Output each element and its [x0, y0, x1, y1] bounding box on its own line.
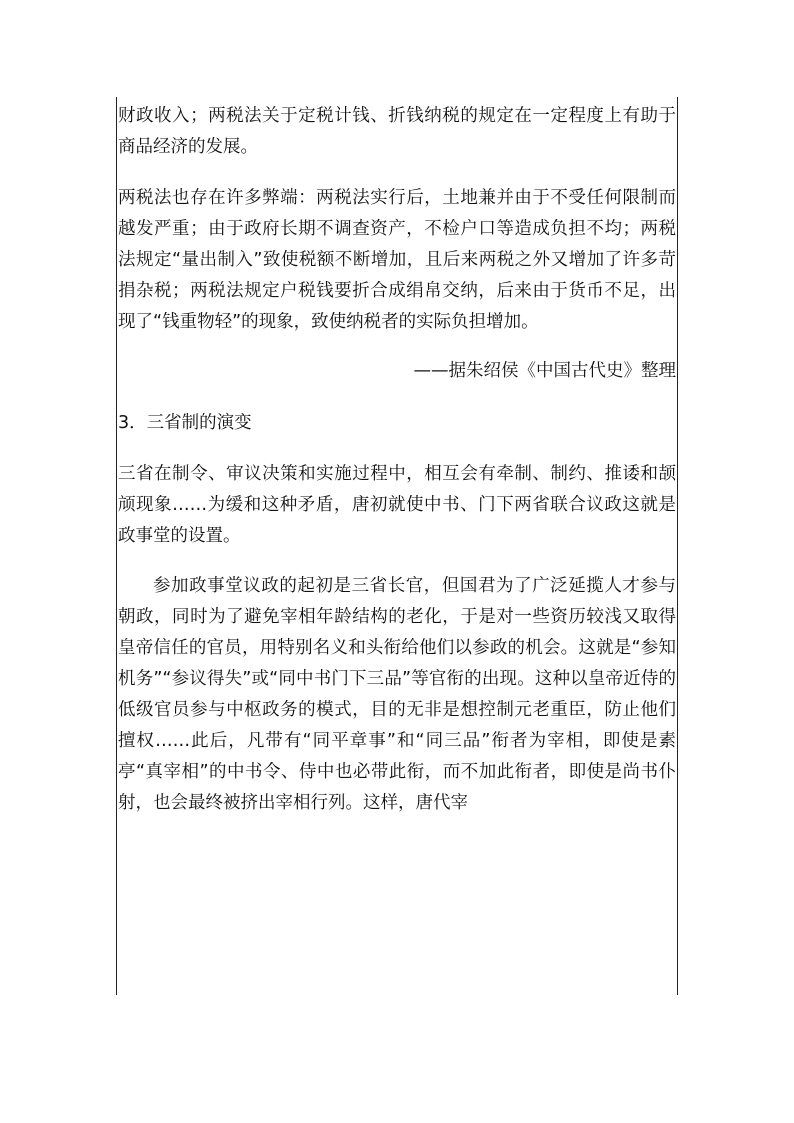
- table-left-border: [116, 97, 117, 995]
- paragraph-two-tax-drawbacks: 两税法也存在许多弊端：两税法实行后，土地兼并由于不受任何限制而越发严重；由于政府长期不调查资产，不检户口等造成负担不均；两税法规定“量出制入”致使税额不断增加，且后来两税之外又增加了许多苛捐杂税；两税法规定户税钱要折合成绢帛交纳，后来由于货币不足，出现了“钱重物轻”的现象，致使纳税者的实际负担增加。: [118, 188, 676, 332]
- paragraph-three-departments: 三省在制令、审议决策和实施过程中，相互会有牵制、制约、推诿和颉颃现象……为缓和这种矛盾，唐初就使中书、门下两省联合议政这就是政事堂的设置。: [118, 464, 676, 546]
- paragraph-political-affairs-hall: 参加政事堂议政的起初是三省长官，但国君为了广泛延揽人才参与朝政，同时为了避免宰相年龄结构的老化，于是对一些资历较浅又取得皇帝信任的官员，用特别名义和头衔给他们以参政的机会。这就是“参知机务”“参议得失”或“同中书门下三品”等官衔的出现。这种以皇帝近侍的低级官员参与中枢政务的模式，目的无非是想控制元老重臣，防止他们擅权……此后，凡带有“同平章事”和“同三品”衔者为宰相，即使是素亭“真宰相”的中书令、侍中也必带此衔，而不加此衔者，即使是尚书仆射，也会最终被挤出宰相行列。这样，唐代宰: [118, 576, 676, 813]
- section-heading: 3．三省制的演变: [118, 413, 252, 433]
- document-body: [118, 101, 676, 819]
- source-attribution: ——据朱绍侯《中国古代史》整理: [413, 361, 676, 381]
- paragraph-fiscal-revenue: 财政收入；两税法关于定税计钱、折钱纳税的规定在一定程度上有助于商品经济的发展。: [118, 106, 676, 157]
- table-right-border: [677, 97, 678, 995]
